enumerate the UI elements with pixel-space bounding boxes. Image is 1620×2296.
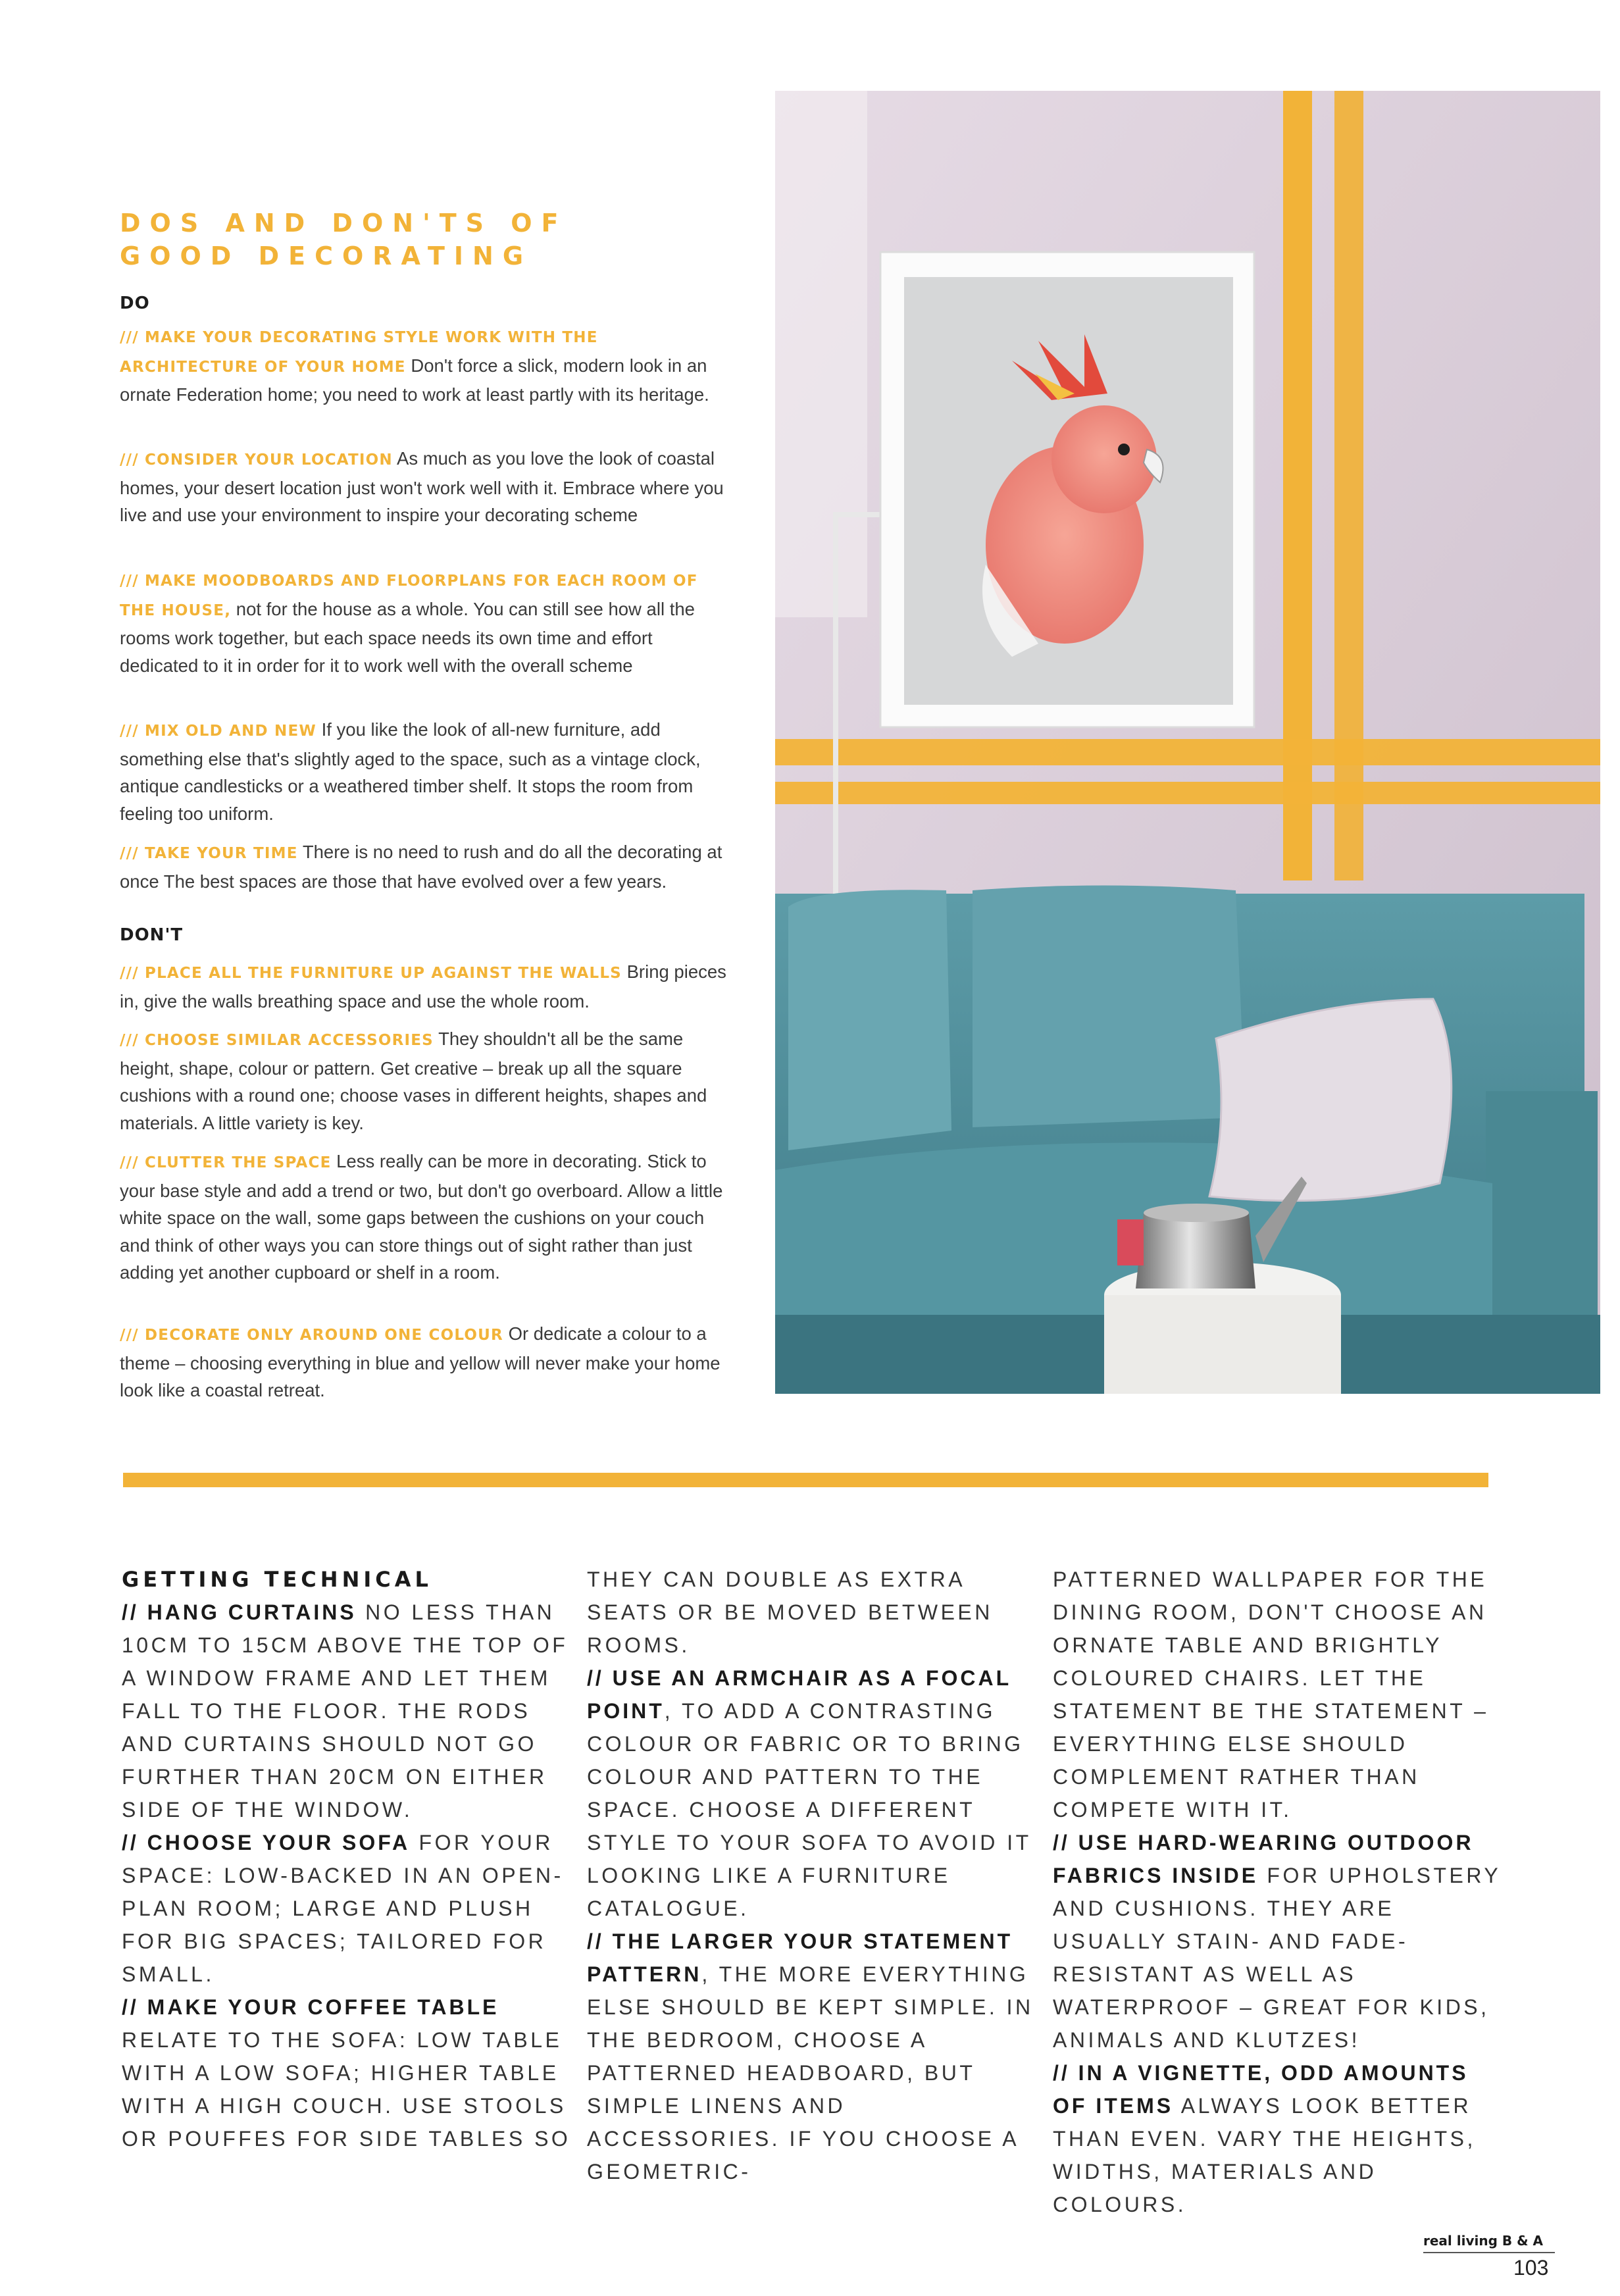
dont-item-highlight: /// CLUTTER THE SPACE [120, 1154, 332, 1171]
do-item [120, 566, 732, 679]
do-heading: DO [120, 293, 150, 313]
do-item-text: If you like the look of all-new furniture, add something else that's slightly aged to the space, such as a vintage clock, antique candlesticks or a weathered timber shelf. It stops the room from feeling too uniform. [120, 719, 701, 824]
dont-item-highlight: /// CHOOSE SIMILAR ACCESSORIES [120, 1032, 434, 1049]
dont-item-highlight: /// PLACE ALL THE FURNITURE UP AGAINST THE WALLS [120, 965, 622, 982]
section-title-line-2: GOOD DECORATING [120, 242, 533, 270]
do-item-highlight: /// MAKE MOODBOARDS AND FLOORPLANS FOR EACH ROOM OF THE HOUSE, [120, 573, 698, 619]
technical-tip [1053, 1563, 1507, 1826]
section-title-line-1: DOS AND DON'TS OF [120, 209, 568, 238]
technical-tip [122, 1991, 576, 2155]
magazine-brand: real living B & A [1423, 2233, 1543, 2249]
technical-tip [122, 1826, 576, 1991]
technical-tip-text: FOR UPHOLSTERY AND CUSHIONS. THEY ARE USUALLY STAIN- AND FADE-RESISTANT AS WELL AS WATERPROOF – GREAT FOR KIDS, ANIMALS AND KLUTZES! [1053, 1864, 1501, 2052]
dont-item [120, 1025, 732, 1136]
do-item [120, 322, 732, 409]
do-item-highlight: /// MAKE YOUR DECORATING STYLE WORK WITH THE ARCHITECTURE OF YOUR HOME [120, 329, 598, 376]
dont-heading: DON'T [120, 925, 184, 945]
yellow-stripe-horizontal-2 [775, 782, 1600, 804]
do-item-text: Don't force a slick, modern look in an ornate Federation home; you need to work at least partly with its heritage. [120, 355, 709, 405]
technical-tip [587, 1563, 1041, 1662]
technical-tip-title: // USE AN ARMCHAIR AS A FOCAL POINT [587, 1666, 1011, 1723]
dont-item-text: Less really can be more in decorating. Stick to your base style and add a trend or two, but don't go overboard. Allow a little white space on the wall, some gaps between the cushions on your couch and think of other ways you can store things out of sight rather than just adding yet another cupboard or shelf in a room. [120, 1151, 723, 1283]
technical-tip-text: , TO ADD A CONTRASTING COLOUR OR FABRIC OR TO BRING COLOUR AND PATTERN TO THE SPACE. CHOOSE A DIFFERENT STYLE TO YOUR SOFA TO AVOID IT LOOKING LIKE A FURNITURE CATALOGUE. [587, 1699, 1032, 1920]
do-item-highlight: /// MIX OLD AND NEW [120, 723, 316, 740]
dont-item-text: Bring pieces in, give the walls breathing space and use the whole room. [120, 961, 726, 1011]
do-item [120, 445, 732, 529]
technical-tip-text: THEY CAN DOUBLE AS EXTRA SEATS OR BE MOVED BETWEEN ROOMS. [587, 1568, 993, 1657]
dont-item-text: Or dedicate a colour to a theme – choosing everything in blue and yellow will never make your home look like a coastal retreat. [120, 1323, 721, 1400]
yellow-divider [123, 1473, 1488, 1487]
living-room-illustration [775, 91, 1600, 1394]
technical-column-1 [122, 1563, 576, 2155]
do-item-text: There is no need to rush and do all the decorating at once The best spaces are those that have evolved over a few years. [120, 842, 722, 892]
technical-tip-title: // MAKE YOUR COFFEE TABLE [122, 1995, 499, 2019]
technical-column-2 [587, 1563, 1041, 2188]
do-item-text: As much as you love the look of coastal homes, your desert location just won't work well with it. Embrace where you live and use your environment to inspire your decorating scheme [120, 448, 724, 525]
technical-tip-text: ALWAYS LOOK BETTER THAN EVEN. VARY THE HEIGHTS, WIDTHS, MATERIALS AND COLOURS. [1053, 2094, 1476, 2216]
yellow-stripe-horizontal-1 [775, 739, 1600, 765]
lamp-pole [833, 512, 838, 959]
technical-tip [587, 1662, 1041, 1925]
technical-tip-text: FOR YOUR SPACE: LOW-BACKED IN AN OPEN-PLAN ROOM; LARGE AND PLUSH FOR BIG SPACES; TAILORED FOR SMALL. [122, 1831, 564, 1986]
technical-tip-title: // CHOOSE YOUR SOFA [122, 1831, 411, 1854]
technical-tip-text: RELATE TO THE SOFA: LOW TABLE WITH A LOW SOFA; HIGHER TABLE WITH A HIGH COUCH. USE STOOLS OR POUFFES FOR SIDE TABLES SO [122, 2028, 571, 2151]
living-room-photo [775, 91, 1600, 1394]
technical-tip [1053, 2056, 1507, 2221]
technical-tip-text: PATTERNED WALLPAPER FOR THE DINING ROOM, DON'T CHOOSE AN ORNATE TABLE AND BRIGHTLY COLOURED CHAIRS. LET THE STATEMENT BE THE STATEMENT – EVERYTHING ELSE SHOULD COMPLEMENT RATHER THAN COMPETE WITH IT. [1053, 1568, 1489, 1822]
dont-item [120, 1148, 732, 1287]
dont-item [120, 958, 732, 1015]
technical-tip [122, 1596, 576, 1826]
technical-column-3 [1053, 1563, 1507, 2221]
do-item-text: not for the house as a whole. You can still see how all the rooms work together, but each space needs its own time and effort dedicated to it in order for it to work well with the overall scheme [120, 598, 695, 676]
dont-item [120, 1320, 732, 1404]
technical-tip-title: // HANG CURTAINS [122, 1600, 357, 1624]
do-item-highlight: /// CONSIDER YOUR LOCATION [120, 451, 393, 469]
footer-rule [1423, 2252, 1555, 2253]
getting-technical-heading: GETTING TECHNICAL [122, 1567, 432, 1592]
technical-tip [587, 1925, 1041, 2188]
technical-tip-text: NO LESS THAN 10CM TO 15CM ABOVE THE TOP OF A WINDOW FRAME AND LET THEM FALL TO THE FLOOR. THE RODS AND CURTAINS SHOULD NOT GO FURTHER THAN 20CM ON EITHER SIDE OF THE WINDOW. [122, 1600, 569, 1822]
technical-tip-title: // IN A VIGNETTE, ODD AMOUNTS OF ITEMS [1053, 2061, 1469, 2118]
technical-tip-title: // THE LARGER YOUR STATEMENT PATTERN [587, 1929, 1013, 1986]
cushion [1209, 999, 1452, 1201]
technical-tip [1053, 1826, 1507, 2056]
technical-tip-text: , THE MORE EVERYTHING ELSE SHOULD BE KEPT SIMPLE. IN THE BEDROOM, CHOOSE A PATTERNED HEADBOARD, BUT SIMPLE LINENS AND ACCESSORIES. IF YOU CHOOSE A GEOMETRIC- [587, 1962, 1034, 2183]
do-item-highlight: /// TAKE YOUR TIME [120, 845, 298, 862]
dont-item-highlight: /// DECORATE ONLY AROUND ONE COLOUR [120, 1327, 503, 1344]
page-number: 103 [1513, 2256, 1549, 2280]
technical-tip-title: // USE HARD-WEARING OUTDOOR FABRICS INSIDE [1053, 1831, 1474, 1887]
section-title [120, 207, 580, 272]
do-item [120, 716, 732, 827]
window-light [775, 91, 867, 617]
dont-item-text: They shouldn't all be the same height, shape, colour or pattern. Get creative – break up all the square cushions with a round one; choose vases in different heights, shapes and materials. A little variety is key. [120, 1029, 707, 1133]
do-item [120, 838, 732, 895]
